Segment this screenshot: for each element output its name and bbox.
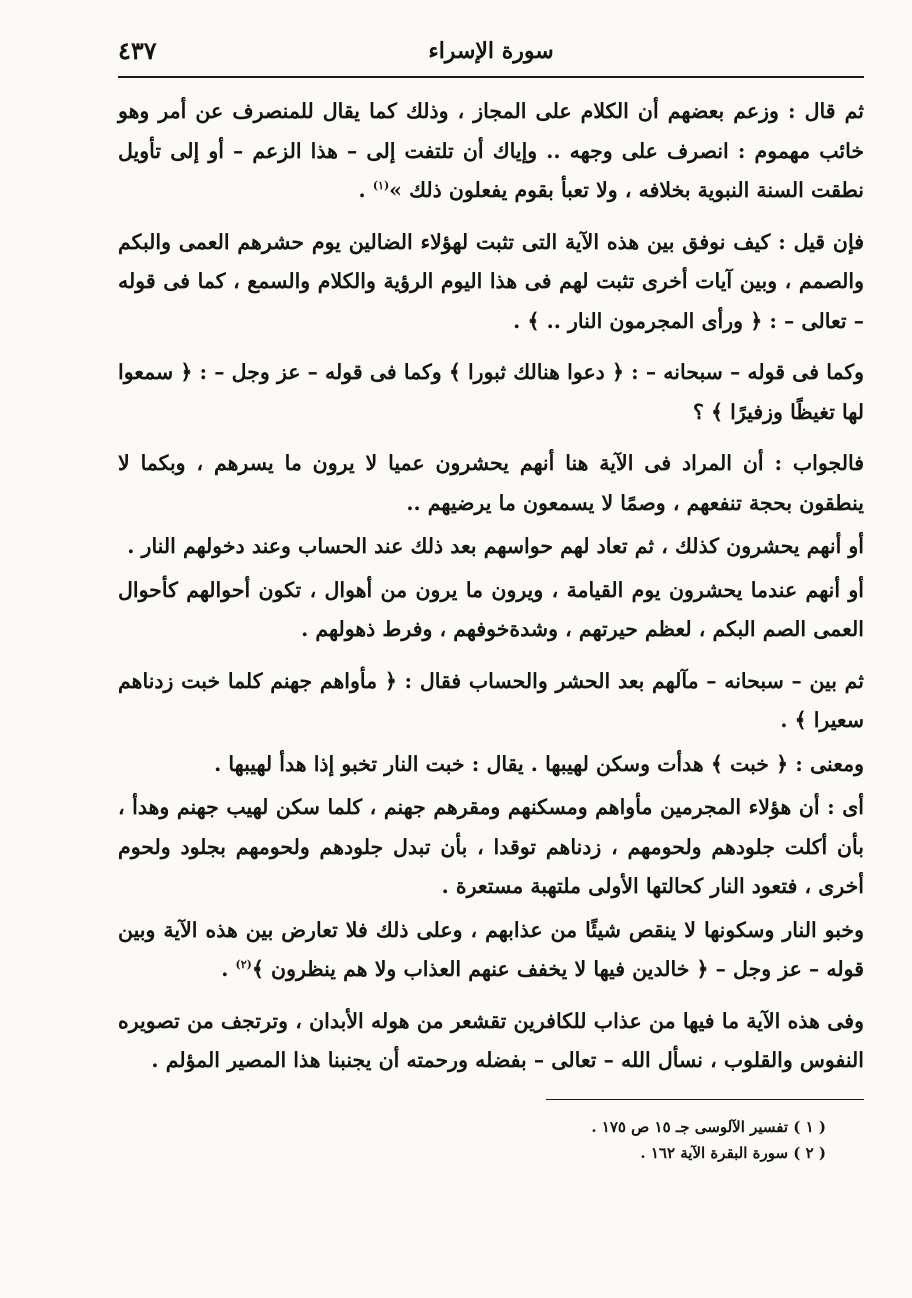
paragraph: فإن قيل : كيف نوفق بين هذه الآية التى تثبت لهؤلاء الضالين يوم حشرهم العمى والبكم والصمم ، وبين آيات أخرى تثبت لهم فى هذا اليوم الرؤية والكلام والسمع ، كما فى قوله – تعالى – : ﴿ ورأى المجرمون النار .. ﴾ . xyxy=(118,229,864,333)
surah-title: سورة الإسراء xyxy=(428,38,554,64)
page-header xyxy=(118,30,864,78)
paragraph: وفى هذه الآية ما فيها من عذاب للكافرين تقشعر من هوله الأبدان ، وترتجف من تصويره النفوس والقلوب ، نسأل الله – تعالى – بفضله ورحمته أن يجنبنا هذا المصير المؤلم . xyxy=(118,1008,864,1072)
paragraph: أو أنهم يحشرون كذلك ، ثم تعاد لهم حواسهم بعد ذلك عند الحساب وعند دخولهم النار . xyxy=(127,534,864,558)
footnotes xyxy=(118,1114,864,1166)
footnote-ref: (١) xyxy=(372,179,390,193)
paragraph: وكما فى قوله – سبحانه – : ﴿ دعوا هنالك ثبورا ﴾ وكما فى قوله – عز وجل – : ﴿ سمعوا لها تغيظًا وزفيرًا ﴾ ؟ xyxy=(118,360,864,424)
footnote-ref: (٢) xyxy=(235,958,252,972)
paragraph: ثم قال : وزعم بعضهم أن الكلام على المجاز ، وذلك كما يقال للمنصرف عن أمر وهو خائب مهموم : انصرف على وجهه .. وإياك أن تلتفت إلى – هذا الزعم – أو إلى تأويل نطقت السنة النبوية بخلافه ، ولا تعبأ بقوم يفعلون ذلك »$^{(١)}$ . xyxy=(118,99,864,202)
paragraph: ومعنى : ﴿ خبت ﴾ هدأت وسكن لهيبها . يقال : خبت النار تخبو إذا هدأ لهيبها . xyxy=(214,751,864,776)
paragraph: وخبو النار وسكونها لا ينقص شيئًا من عذابهم ، وعلى ذلك فلا تعارض بين هذه الآية وبين قوله – عز وجل – ﴿ خالدين فيها لا يخفف عنهم العذاب ولا هم ينظرون ﴾$^{(٢)}$ . xyxy=(118,917,864,981)
footnote-divider xyxy=(546,1099,864,1100)
paragraph: أى : أن هؤلاء المجرمين مأواهم ومسكنهم ومقرهم جهنم ، كلما سكن لهيب جهنم وهدأ ، بأن أكلت جلودهم ولحومهم ، زدناهم توقدا ، بأن تبدل جلودهم ولحومهم بجلود ولحوم أخرى ، فتعود النار كحالتها الأولى ملتهبة مستعرة . xyxy=(118,795,864,898)
page-body xyxy=(118,78,864,1081)
page-number: ٤٣٧ xyxy=(118,36,157,65)
footnote: ( ١ ) تفسير الآلوسى جـ ١٥ ص ١٧٥ . xyxy=(591,1117,826,1136)
paragraph: فالجواب : أن المراد فى الآية هنا أنهم يحشرون عميا لا يرون ما يسرهم ، وبكما لا ينطقون بحجة تنفعهم ، وصمًا لا يسمعون ما يرضيهم .. xyxy=(118,451,864,515)
footnote: ( ٢ ) سورة البقرة الآية ١٦٢ . xyxy=(640,1143,826,1162)
paragraph: أو أنهم عندما يحشرون يوم القيامة ، ويرون ما يرون من أهوال ، تكون أحوالهم كأحوال العمى الصم البكم ، لعظم حيرتهم ، وشدةخوفهم ، وفرط ذهولهم . xyxy=(118,577,864,641)
paragraph: ثم بين – سبحانه – مآلهم بعد الحشر والحساب فقال : ﴿ مأواهم جهنم كلما خبت زدناهم سعيرا ﴾ . xyxy=(118,668,864,732)
page xyxy=(118,30,864,1270)
